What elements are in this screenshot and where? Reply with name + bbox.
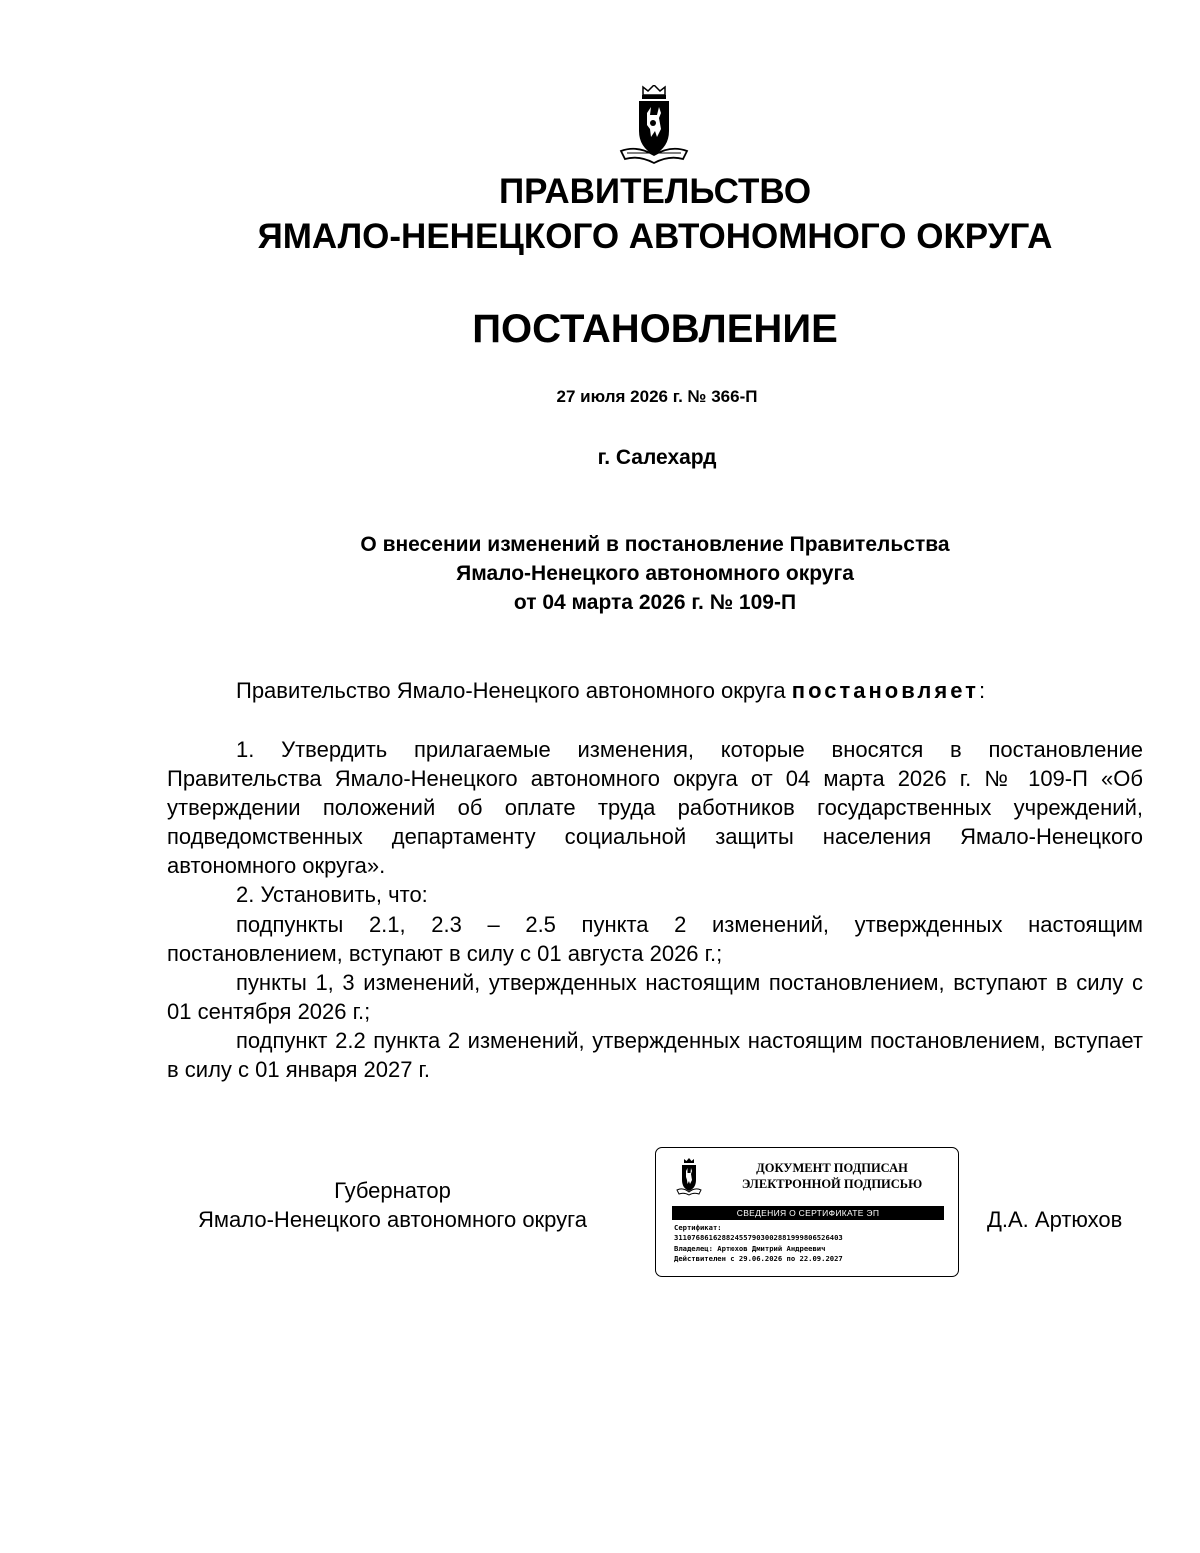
document-type: ПОСТАНОВЛЕНИЕ [472,307,838,351]
document-body [167,735,1143,1084]
stamp-title-line2: ЭЛЕКТРОННОЙ ПОДПИСЬЮ [741,1177,923,1191]
document-city: г. Салехард [597,446,717,469]
subject-line2: Ямало-Ненецкого автономного округа [456,562,854,585]
yamal-coat-of-arms-icon [676,1158,702,1196]
stamp-title [716,1160,948,1192]
stamp-certificate-info [674,1223,954,1265]
org-name-line2: ЯМАЛО-НЕНЕЦКОГО АВТОНОМНОГО ОКРУГА [257,217,1053,256]
signatory-name: Д.А. Артюхов [987,1207,1123,1232]
signatory-title-line1: Губернатор [334,1178,451,1203]
paragraph-5: подпункт 2.2 пункта 2 изменений, утвержденных настоящим постановлением, вступает в силу с 01 января 2027 г. [167,1027,1143,1083]
signatory-title [165,1176,620,1234]
stamp-certificate-bar: СВЕДЕНИЯ О СЕРТИФИКАТЕ ЭП [672,1206,944,1220]
preamble-emphasis: постановляет [791,678,979,703]
electronic-signature-stamp [655,1147,959,1277]
preamble-end: : [978,678,986,703]
subject-line1: О внесении изменений в постановление Правительства [360,533,950,556]
stamp-valid: Действителен с 29.06.2026 по 22.09.2027 [674,1254,843,1264]
stamp-cert-label: Сертификат: [674,1223,722,1232]
signatory-title-line2: Ямало-Ненецкого автономного округа [198,1207,587,1232]
document-date-number: 27 июля 2026 г. № 366-П [556,387,758,406]
preamble [236,677,1156,705]
stamp-cert-number: 311076861628824557903002881999806526403 [674,1233,843,1243]
org-name-line1: ПРАВИТЕЛЬСТВО [498,172,812,211]
paragraph-3: подпункты 2.1, 2.3 – 2.5 пункта 2 изменений, утвержденных настоящим постановлением, вступают в силу с 01 августа 2026 г.; [167,911,1143,966]
preamble-text: Правительство Ямало-Ненецкого автономного округа [236,678,792,703]
stamp-owner: Владелец: Артюхов Дмитрий Андреевич [674,1243,826,1253]
paragraph-1: 1. Утвердить прилагаемые изменения, которые вносятся в постановление Правительства Ямало-Ненецкого автономного округа от 04 марта 2026 г. № 109-П «Об утверждении положений об оплате труда работников государственных учреждений, подведомственных департаменту социальной защиты населения Ямало-Ненецкого автономного округа». [167,737,1143,879]
stamp-title-line1: ДОКУМЕНТ ПОДПИСАН [756,1161,908,1175]
subject-line3: от 04 марта 2026 г. № 109-П [513,591,797,614]
yamal-coat-of-arms-icon [617,85,691,167]
paragraph-2: 2. Установить, что: [236,882,428,908]
paragraph-4: пункты 1, 3 изменений, утвержденных настоящим постановлением, вступают в силу с 01 сентября 2026 г.; [167,969,1143,1024]
document-subject [0,530,1200,617]
